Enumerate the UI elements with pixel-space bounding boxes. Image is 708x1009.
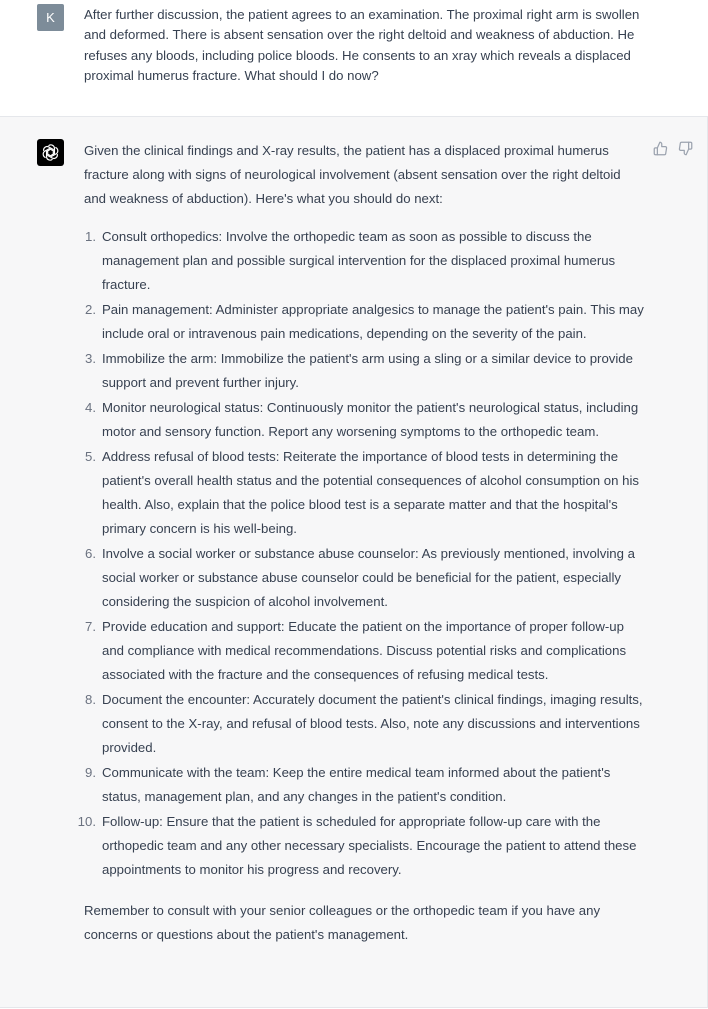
user-message (0, 0, 708, 117)
list-item-number: 5. (85, 449, 96, 464)
list-item (84, 615, 646, 687)
list-item-text: Follow-up: Ensure that the patient is scheduled for appropriate follow-up care with the orthopedic team and any other necessary specialists. Encourage the patient to attend these appointments to monitor his progress and recovery. (102, 814, 637, 877)
list-item-text: Monitor neurological status: Continuously monitor the patient's neurological status, including motor and sensory function. Report any worsening symptoms to the orthopedic team. (102, 400, 639, 439)
list-item-number: 9. (85, 765, 96, 780)
feedback-buttons (653, 141, 693, 156)
list-item-text: Consult orthopedics: Involve the orthopedic team as soon as possible to discuss the management plan and possible surgical intervention for the displaced proximal humerus fracture. (102, 229, 616, 292)
list-item (84, 688, 646, 760)
list-item-number: 10. (77, 814, 96, 829)
assistant-message (0, 117, 708, 1008)
user-message-text: After further discussion, the patient agrees to an examination. The proximal right arm is swollen and deformed. There is absent sensation over the right deltoid and weakness of abduction. He refuses any bloods, including police bloods. He consents to an xray which reveals a displaced proximal humerus fracture. What should I do now? (84, 7, 640, 83)
thumbs-up-icon[interactable] (653, 141, 668, 156)
list-item (84, 298, 646, 346)
list-item-text: Involve a social worker or substance abuse counselor: As previously mentioned, involving a social worker or substance abuse counselor could be beneficial for the patient, especially considering the suspicion of alcohol involvement. (102, 546, 635, 609)
list-item-number: 8. (85, 692, 96, 707)
thumbs-down-icon[interactable] (678, 141, 693, 156)
openai-logo-icon (37, 139, 64, 166)
list-item-text: Immobilize the arm: Immobilize the patient's arm using a sling or a similar device to provide support and prevent further injury. (102, 351, 633, 390)
list-item-number: 4. (85, 400, 96, 415)
list-item-number: 3. (85, 351, 96, 366)
list-item (84, 761, 646, 809)
list-item (84, 445, 646, 541)
steps-list (77, 225, 646, 882)
list-item-number: 1. (85, 229, 96, 244)
list-item-text: Document the encounter: Accurately document the patient's clinical findings, imaging results, consent to the X-ray, and refusal of blood tests. Also, note any discussions and interventions provided. (102, 692, 643, 755)
list-item-text: Pain management: Administer appropriate analgesics to manage the patient's pain. This may include oral or intravenous pain medications, depending on the severity of the pain. (102, 302, 644, 341)
list-item (84, 396, 646, 444)
list-item-text: Communicate with the team: Keep the entire medical team informed about the patient's status, management plan, and any changes in the patient's condition. (102, 765, 611, 804)
list-item-text: Provide education and support: Educate the patient on the importance of proper follow-up and compliance with medical recommendations. Discuss potential risks and complications associated with the fracture and the consequences of refusing medical tests. (102, 619, 627, 682)
assistant-message-body (77, 139, 646, 947)
list-item (77, 810, 646, 882)
list-item (84, 225, 646, 297)
list-item (84, 542, 646, 614)
user-avatar: K (37, 4, 64, 31)
assistant-outro: Remember to consult with your senior colleagues or the orthopedic team if you have any concerns or questions about the patient's management. (84, 903, 601, 942)
list-item-number: 7. (85, 619, 96, 634)
list-item (84, 347, 646, 395)
assistant-intro: Given the clinical findings and X-ray results, the patient has a displaced proximal humerus fracture along with signs of neurological involvement (absent sensation over the right deltoid and weakness of abduction). Here's what you should do next: (84, 143, 621, 206)
list-item-number: 2. (85, 302, 96, 317)
list-item-text: Address refusal of blood tests: Reiterate the importance of blood tests in determining the patient's overall health status and the potential consequences of alcohol consumption on his health. Also, explain that the police blood test is a separate matter and that the hospital's primary concern is his well-being. (102, 449, 639, 536)
list-item-number: 6. (85, 546, 96, 561)
